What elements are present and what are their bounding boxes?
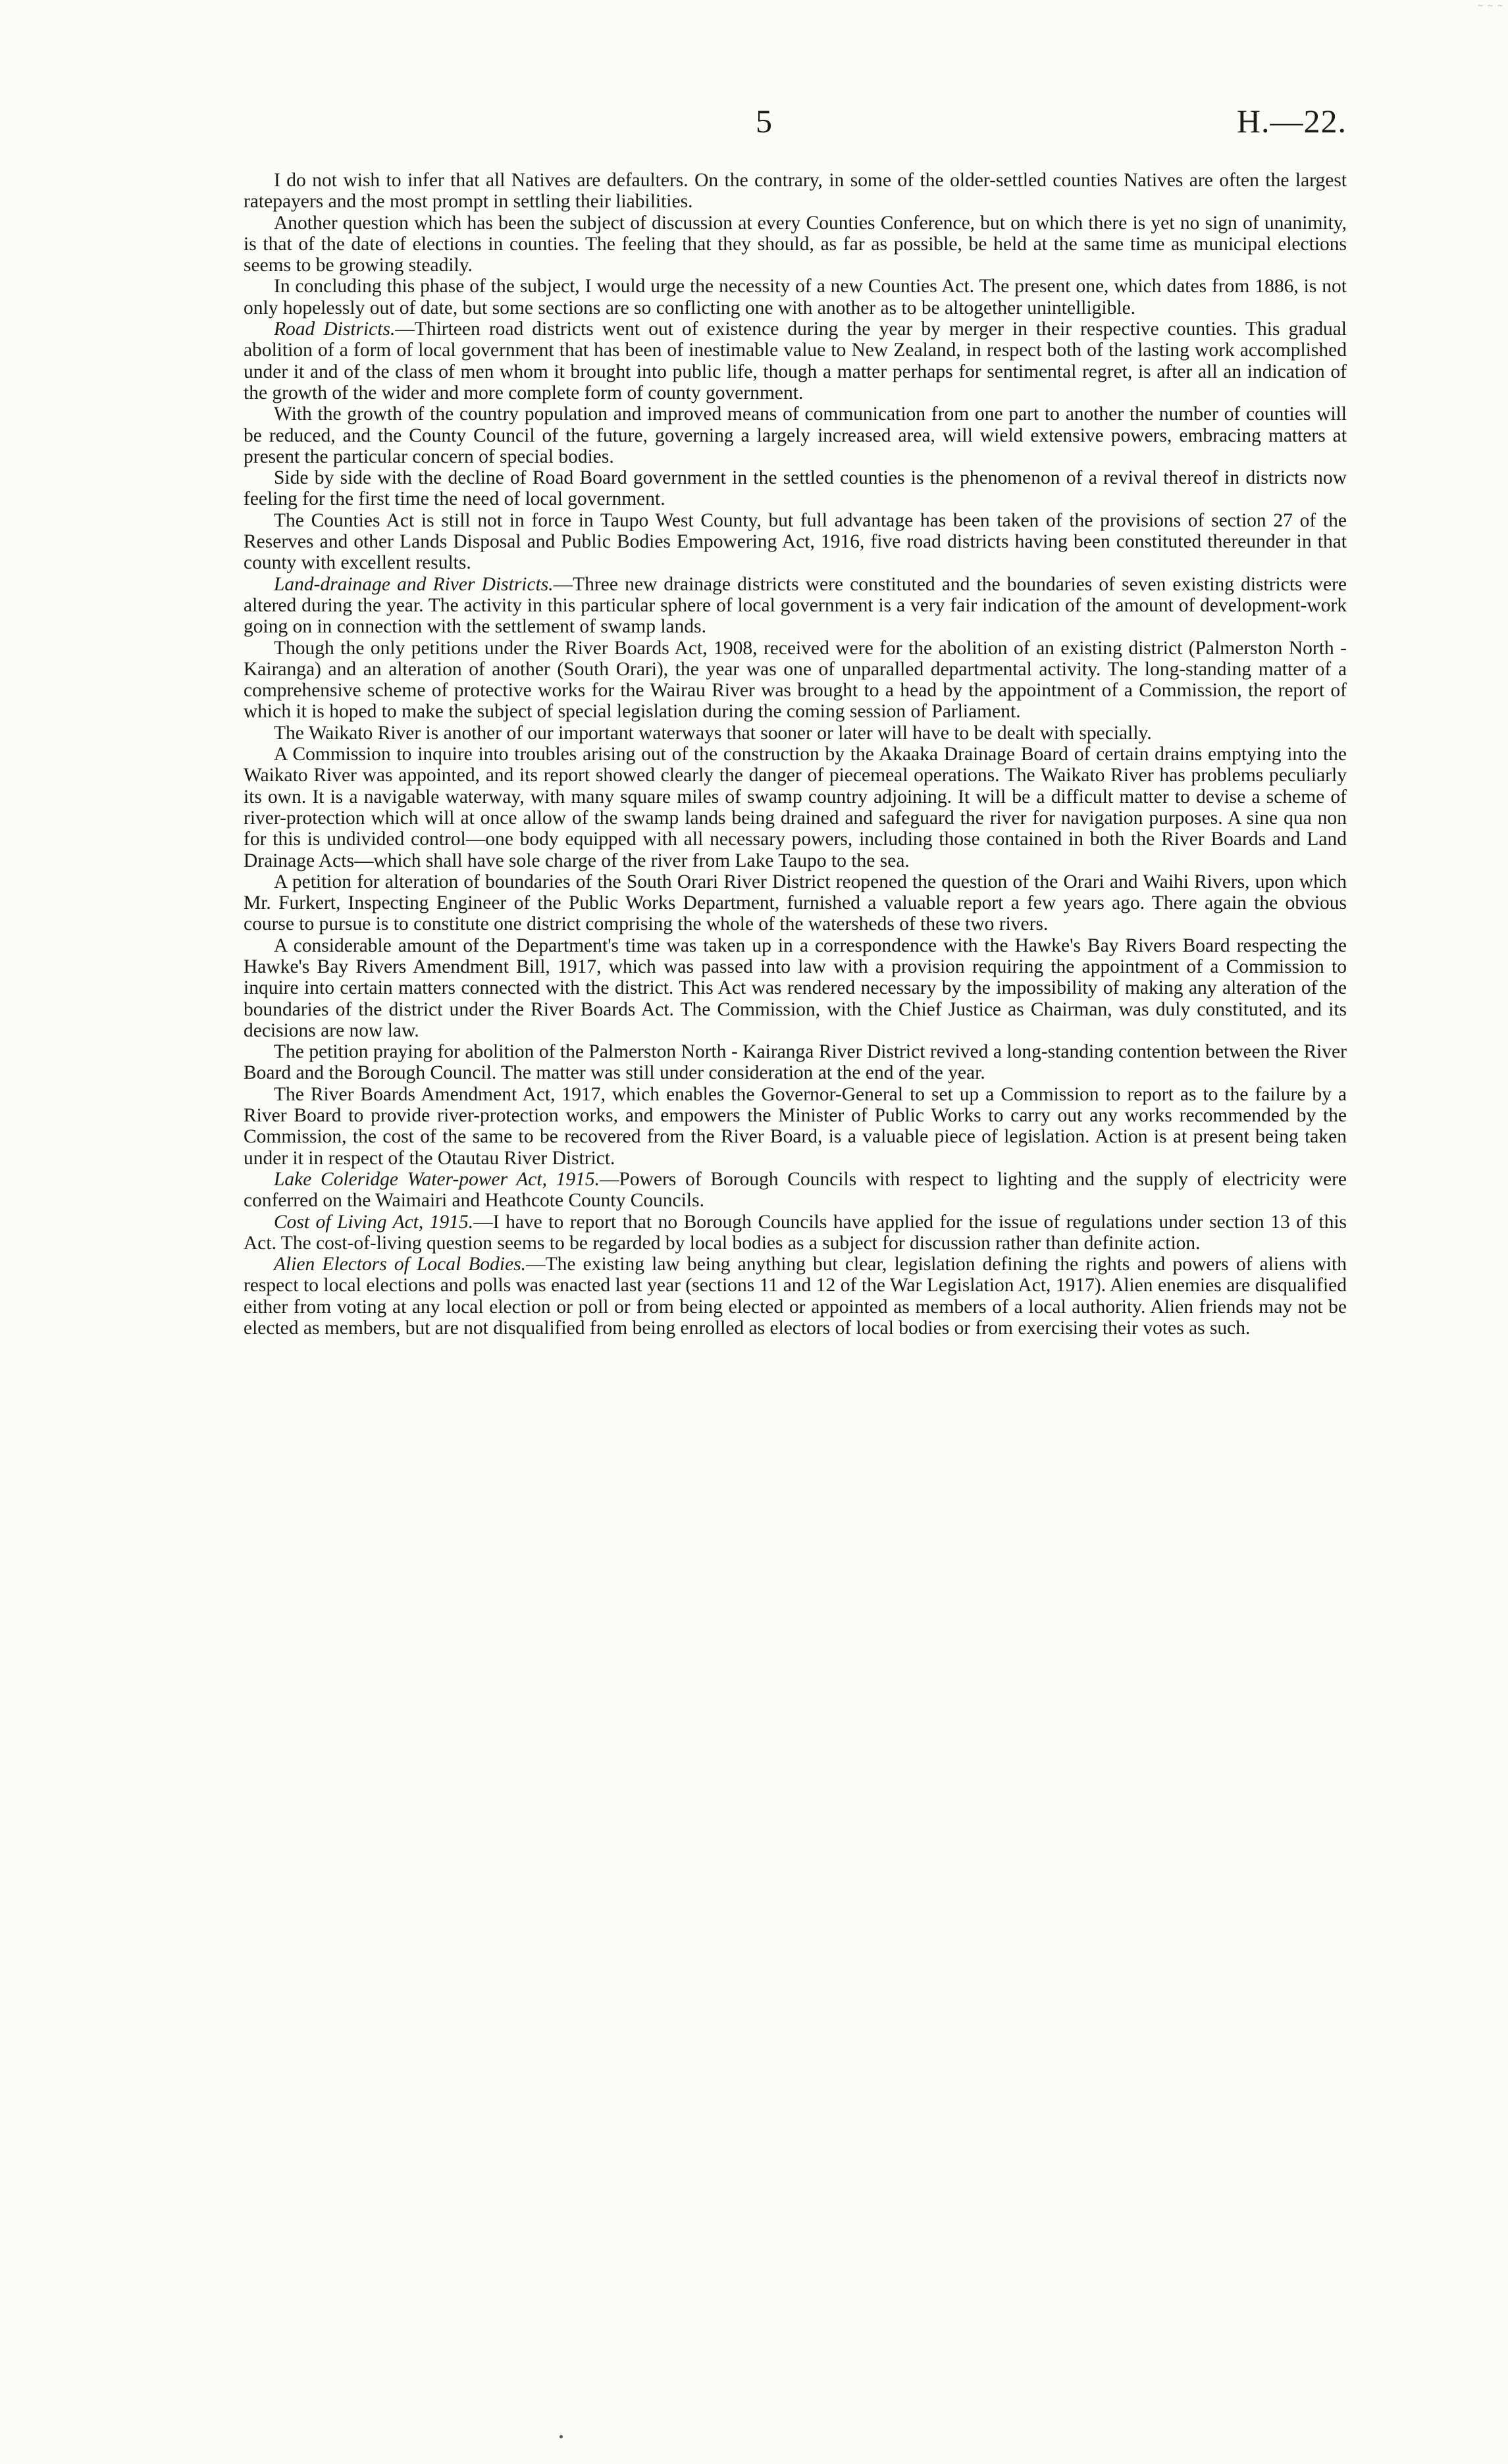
section-heading: Road Districts. xyxy=(274,319,396,340)
body-text xyxy=(244,170,1347,1339)
paragraph: Lake Coleridge Water-power Act, 1915.—Powers of Borough Councils with respect to lighting and the supply of electricity were conferred on the Waimairi and Heathcote County Councils. xyxy=(244,1168,1347,1212)
margin-scribble: ~ ~ ~ xyxy=(1478,1,1504,11)
paragraph: With the growth of the country population and improved means of communication from one part to another the number of counties will be reduced, and the County Council of the future, governing a largely increased area, will wield extensive powers, embracing matters at present the particular concern of special bodies. xyxy=(244,403,1347,467)
section-heading: Lake Coleridge Water-power Act, 1915. xyxy=(274,1168,600,1190)
paragraph: Cost of Living Act, 1915.—I have to report that no Borough Councils have applied for the issue of regulations under section 13 of this Act. The cost-of-living question seems to be regarded by local bodies as a subject for discussion rather than definite action. xyxy=(244,1211,1347,1254)
print-speck xyxy=(559,2435,563,2438)
paragraph: Though the only petitions under the River Boards Act, 1908, received were for the abolition of an existing district (Palmerston North - Kairanga) and an alteration of another (South Orari), the year was one of unparalled departmental activity. The long-standing matter of a comprehensive scheme of protective works for the Wairau River was brought to a head by the appointment of a Commission, the report of which it is hoped to make the subject of special legislation during the coming session of Parliament. xyxy=(244,637,1347,723)
paragraph: Alien Electors of Local Bodies.—The existing law being anything but clear, legislation defining the rights and powers of aliens with respect to local elections and polls was enacted last year (sections 11 and 12 of the War Legislation Act, 1917). Alien enemies are disqualified either from voting at any local election or poll or from being elected or appointed as members of a local authority. Alien friends may not be elected as members, but are not disqualified from being enrolled as electors of local bodies or from exercising their votes as such. xyxy=(244,1254,1347,1339)
paragraph: The Counties Act is still not in force in Taupo West County, but full advantage has been taken of the provisions of section 27 of the Reserves and other Lands Disposal and Public Bodies Empowering Act, 1916, five road districts having been constituted thereunder in that county with excellent results. xyxy=(244,509,1347,574)
section-heading: Alien Electors of Local Bodies. xyxy=(274,1254,527,1275)
paragraph: The petition praying for abolition of the Palmerston North - Kairanga River District revived a long-standing contention between the River Board and the Borough Council. The matter was still under consideration at the end of the year. xyxy=(244,1041,1347,1084)
section-heading: Cost of Living Act, 1915. xyxy=(274,1211,474,1233)
paragraph: Road Districts.—Thirteen road districts went out of existence during the year by merger in their respective counties. This gradual abolition of a form of local government that has been of inestimable value to New Zealand, in respect both of the lasting work accomplished under it and of the class of men whom it brought into public life, though a matter perhaps for sentimental regret, is after all an indication of the growth of the wider and more complete form of county government. xyxy=(244,319,1347,403)
page-header xyxy=(244,102,1347,148)
paragraph: A petition for alteration of boundaries of the South Orari River District reopened the question of the Orari and Waihi Rivers, upon which Mr. Furkert, Inspecting Engineer of the Public Works Department, furnished a valuable report a few years ago. There again the obvious course to pursue is to constitute one district comprising the whole of the watersheds of these two rivers. xyxy=(244,871,1347,935)
paragraph: The Waikato River is another of our important waterways that sooner or later will have to be dealt with specially. xyxy=(274,722,1152,744)
page-number: 5 xyxy=(756,103,772,140)
section-heading: Land-drainage and River Districts. xyxy=(274,573,554,595)
paragraph: The River Boards Amendment Act, 1917, which enables the Governor-General to set up a Commission to report as to the failure by a River Board to provide river-protection works, and empowers the Minister of Public Works to carry out any works recommended by the Commission, the cost of the same to be recovered from the River Board, is a valuable piece of legislation. Action is at present being taken under it in respect of the Otautau River District. xyxy=(244,1083,1347,1169)
paragraph: Side by side with the decline of Road Board government in the settled counties is the phenomenon of a revival thereof in districts now feeling for the first time the need of local government. xyxy=(244,467,1347,510)
paragraph: In concluding this phase of the subject, I would urge the necessity of a new Counties Act. The present one, which dates from 1886, is not only hopelessly out of date, but some sections are so conflicting one with another as to be altogether unintelligible. xyxy=(244,276,1347,319)
paragraph: A Commission to inquire into troubles arising out of the construction by the Akaaka Drainage Board of certain drains emptying into the Waikato River was appointed, and its report showed clearly the danger of piecemeal operations. The Waikato River has problems peculiarly its own. It is a navigable waterway, with many square miles of swamp country adjoining. It will be a difficult matter to devise a scheme of river-protection which will at once allow of the swamp lands being drained and safeguard the river for navigation purposes. A sine qua non for this is undivided control—one body equipped with all necessary powers, including those contained in both the River Boards and Land Drainage Acts—which shall have sole charge of the river from Lake Taupo to the sea. xyxy=(244,744,1347,871)
paragraph: A considerable amount of the Department's time was taken up in a correspondence with the Hawke's Bay Rivers Board respecting the Hawke's Bay Rivers Amendment Bill, 1917, which was passed into law with a provision requiring the appointment of a Commission to inquire into certain matters connected with the district. This Act was rendered necessary by the impossibility of making any alteration of the boundaries of the district under the River Boards Act. The Commission, with the Chief Justice as Chairman, was duly constituted, and its decisions are now law. xyxy=(244,935,1347,1041)
paragraph: Land-drainage and River Districts.—Three new drainage districts were constituted and the boundaries of seven existing districts were altered during the year. The activity in this particular sphere of local government is a very fair indication of the amount of development-work going on in connection with the settlement of swamp lands. xyxy=(244,573,1347,638)
paragraph: I do not wish to infer that all Natives are defaulters. On the contrary, in some of the older-settled counties Natives are often the largest ratepayers and the most prompt in settling their liabilities. xyxy=(244,170,1347,213)
paragraph: Another question which has been the subject of discussion at every Counties Conference, but on which there is yet no sign of unanimity, is that of the date of elections in counties. The feeling that they should, as far as possible, be held at the same time as municipal elections seems to be growing steadily. xyxy=(244,212,1347,276)
document-reference: H.—22. xyxy=(1236,103,1347,140)
